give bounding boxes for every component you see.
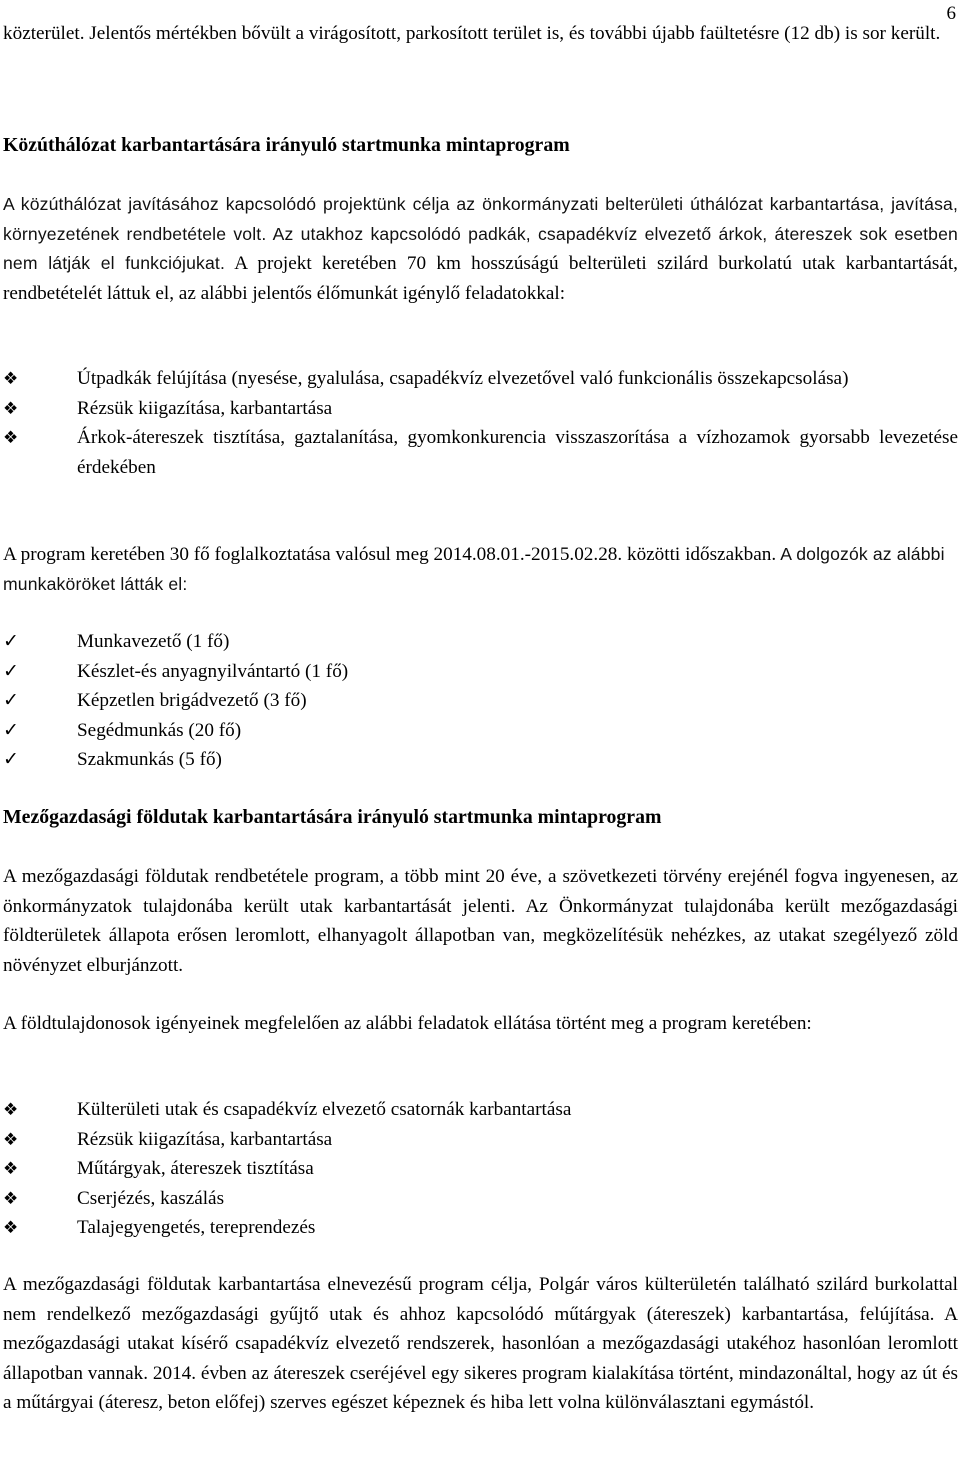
role-text: Szakmunkás (5 fő) <box>77 749 222 770</box>
section2-task-list <box>3 1095 958 1243</box>
diamond-bullet-icon: ❖ <box>3 1129 19 1149</box>
role-text: Segédmunkás (20 fő) <box>77 719 242 741</box>
task-text: Rézsük kiigazítása, karbantartása <box>77 1128 333 1150</box>
list-item <box>3 394 958 424</box>
task-text: Útpadkák felújítása (nyesése, gyalulása, csapadékvíz elvezetővel való funkcionális összekapcsolása) <box>77 368 849 389</box>
roles-list <box>3 627 958 775</box>
list-item <box>3 364 958 394</box>
task-text: Rézsük kiigazítása, karbantartása <box>77 397 333 419</box>
employment-text-1: A program keretében 30 fő foglalkoztatása valósul meg 2014.08.01.-2015.02.28. közötti időszakban. <box>3 544 777 565</box>
diamond-bullet-icon: ❖ <box>3 1159 19 1178</box>
diamond-bullet-icon: ❖ <box>3 369 19 388</box>
task-text: Külterületi utak és csapadékvíz elvezető csatornák karbantartása <box>77 1099 572 1120</box>
list-item <box>3 1213 958 1243</box>
task-text: Árkok-átereszek tisztítása, gaztalanítása, gyomkonkurencia visszaszorítása a vízhozamok gyorsabb levezetése érdekében <box>77 427 958 478</box>
diamond-bullet-icon: ❖ <box>3 1188 19 1208</box>
check-icon: ✓ <box>3 719 19 741</box>
task-text: Talajegyengetés, tereprendezés <box>77 1217 316 1238</box>
task-text: Műtárgyak, átereszek tisztítása <box>77 1158 314 1179</box>
diamond-bullet-icon: ❖ <box>3 398 19 418</box>
section1-paragraph <box>3 190 958 308</box>
check-icon: ✓ <box>3 749 19 770</box>
task-text: Cserjézés, kaszálás <box>77 1187 225 1209</box>
page-number: 6 <box>946 3 956 24</box>
list-item <box>3 423 958 482</box>
section1-task-list <box>3 364 958 482</box>
diamond-bullet-icon: ❖ <box>3 1218 19 1237</box>
section1-paragraph-serif: A projekt keretében 70 km hosszúságú belterületi szilárd burkolatú utak karbantartását, rendbetételét láttuk el, az alábbi jelentős élőmunkát igénylő feladatokkal: <box>3 253 958 304</box>
check-icon: ✓ <box>3 690 19 711</box>
list-item <box>3 686 958 716</box>
check-icon: ✓ <box>3 660 19 682</box>
list-item <box>3 627 958 657</box>
list-item <box>3 716 958 746</box>
list-item <box>3 657 958 687</box>
employment-paragraph <box>3 540 958 599</box>
check-icon: ✓ <box>3 631 19 652</box>
section2-paragraph-1: A mezőgazdasági földutak rendbetétele program, a több mint 20 éve, a szövetkezeti törvény erejénél fogva ingyenesen, az önkormányzatok tulajdonába került utak karbantartását jelenti. Az Önkormányzat tulajdonába került mezőgazdasági földterületek állapota erősen leromlott, elhanyagolt állapotban van, megközelítésük nehézkes, az utakat szegélyező zöld növényzet elburjánzott. <box>3 866 958 976</box>
list-item <box>3 745 958 775</box>
role-text: Képzetlen brigádvezető (3 fő) <box>77 690 307 711</box>
list-item <box>3 1125 958 1155</box>
employment-text-2: A dolgozók az alábbi munkaköröket látták el: <box>3 544 945 594</box>
section2-paragraph-2: A földtulajdonosok igényeinek megfelelően az alábbi feladatok ellátása történt meg a program keretében: <box>3 1013 812 1034</box>
intro-paragraph: közterület. Jelentős mértékben bővült a virágosított, parkosított terület is, és további újabb faültetésre (12 db) is sor került. <box>3 23 941 44</box>
section2-title: Mezőgazdasági földutak karbantartására irányuló startmunka mintaprogram <box>3 806 662 828</box>
list-item <box>3 1095 958 1125</box>
role-text: Készlet-és anyagnyilvántartó (1 fő) <box>77 660 349 682</box>
diamond-bullet-icon: ❖ <box>3 428 19 447</box>
role-text: Munkavezető (1 fő) <box>77 631 230 652</box>
section1-paragraph-sans: A közúthálózat javításához kapcsolódó projektünk célja az önkormányzati belterületi úthálózat karbantartása, javítása, környezetének rendbetétele volt. Az utakhoz kapcsolódó padkák, csapadékvíz elvezető árkok, átereszek sok esetben nem látják el funkciójukat. <box>3 194 958 273</box>
section1-title: Közúthálózat karbantartására irányuló startmunka mintaprogram <box>3 134 570 156</box>
diamond-bullet-icon: ❖ <box>3 1100 19 1119</box>
section2-paragraph-3: A mezőgazdasági földutak karbantartása elnevezésű program célja, Polgár város külterületén található szilárd burkolattal nem rendelkező mezőgazdasági gyűjtő utak és ahhoz kapcsolódó műtárgyak (átereszek) karbantartása, felújítása. A mezőgazdasági utakat kísérő csapadékvíz elvezető rendszerek, hasonlóan a mezőgazdasági utakéhoz hasonlóan leromlott állapotban vannak. 2014. évben az átereszek cseréjével egy sikeres program kialakítása történt, mindazonáltal, hogy az út és a műtárgyai (áteresz, beton előfej) szerves egészet képeznek és hiba lett volna különválasztani egymástól. <box>3 1274 958 1413</box>
list-item <box>3 1154 958 1184</box>
list-item <box>3 1184 958 1214</box>
